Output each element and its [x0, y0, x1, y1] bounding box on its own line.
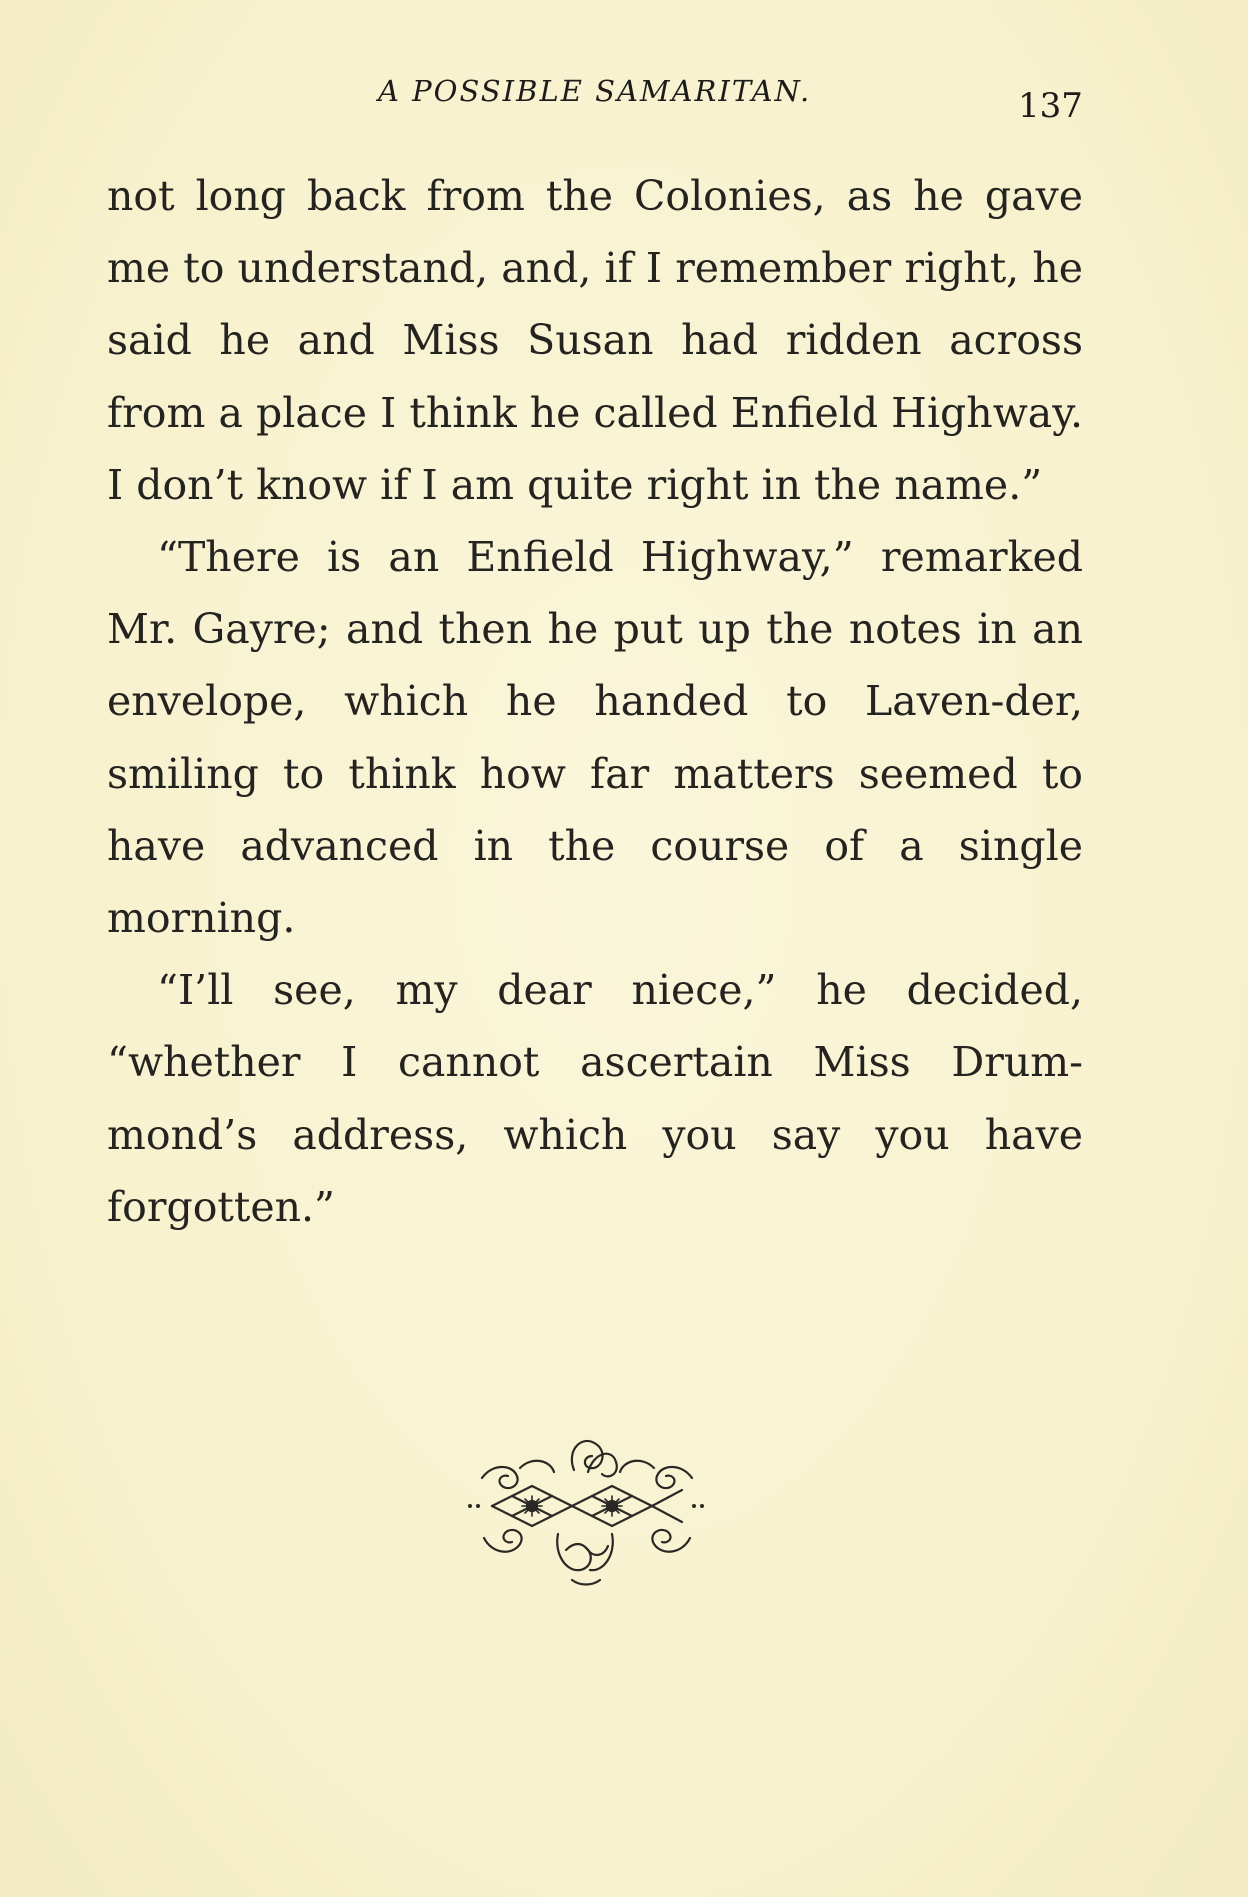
body-text	[107, 160, 1083, 1243]
paragraph: not long back from the Colonies, as he gave me to understand, and, if I remember right, he said he and Miss Susan had ridden across from a place I think he called Enfield Highway. I don’t know if I am quite right in the name.”	[107, 172, 1083, 509]
running-head	[0, 74, 1248, 126]
running-title: A POSSIBLE SAMARITAN.	[378, 74, 812, 108]
paragraph: “There is an Enfield Highway,” remarked Mr. Gayre; and then he put up the notes in an envelope, which he handed to Laven-der, smiling to think how far matters seemed to have advanced in the course of a single morning.	[107, 533, 1083, 943]
paragraph: “I’ll see, my dear niece,” he decided, “whether I cannot ascertain Miss Drum-mond’s address, which you say you have forgotten.”	[107, 966, 1083, 1231]
ornamental-tailpiece-icon	[462, 1430, 712, 1590]
page-number: 137	[1018, 86, 1083, 126]
